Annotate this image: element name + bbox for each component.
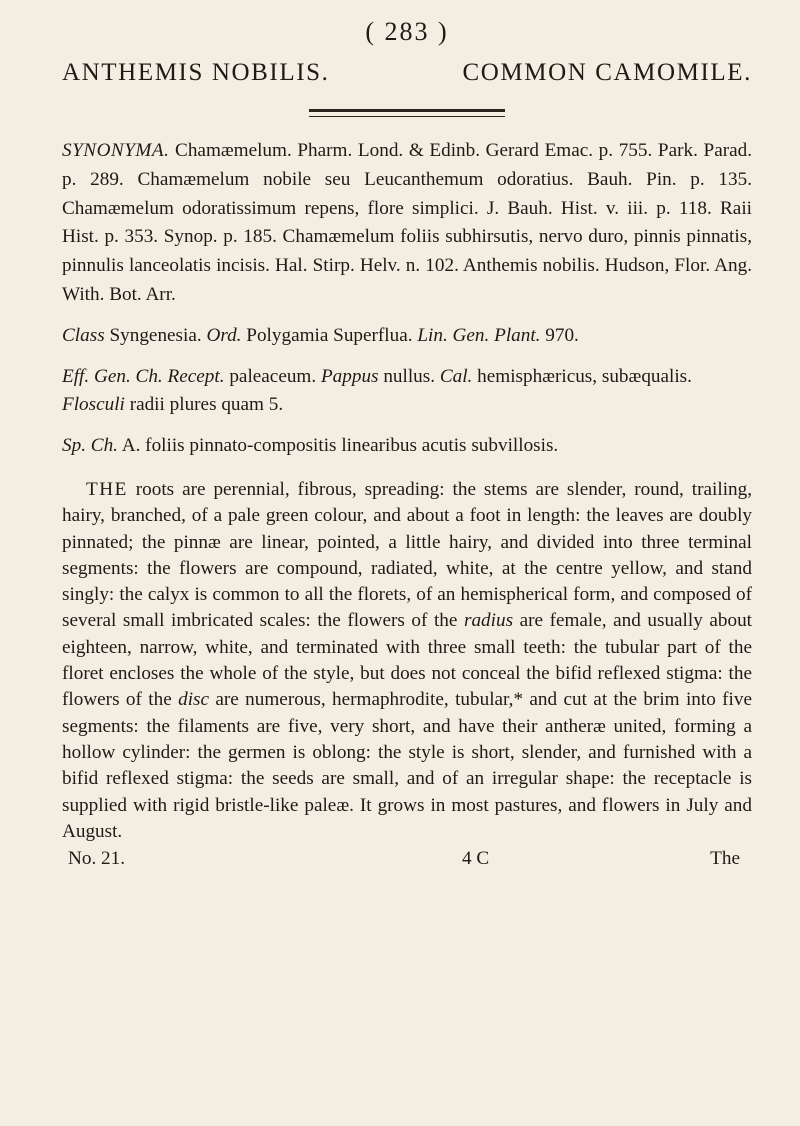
flosculi-label: Flosculi — [62, 394, 125, 416]
catchword: The — [710, 848, 740, 870]
specific-label: Sp. Ch. — [62, 435, 118, 457]
description-text-1: roots are perennial, fibrous, spreading: the stems are slender, round, trailing, hairy, branched, of a pale green colour, and about a foot in length: the leaves are doubly pinnated; the pinnæ are linear, pointed, a little hairy, and divided into three terminal segments: the flowers are compound, radiated, white, at the centre yellow, and stand singly: the calyx is common to all the florets, of an hemispherical form, and composed of several small imbricated scales: the flowers of the — [62, 478, 753, 632]
essential-character — [62, 363, 752, 421]
recept-value: paleaceum. — [229, 365, 317, 387]
synonyma-label: SYNONYMA. — [62, 140, 170, 161]
page — [62, 0, 752, 872]
latin-title: ANTHEMIS NOBILIS. — [62, 59, 330, 86]
description-text-3: are numerous, hermaphrodite, tubular,* and cut at the brim into five segments: the filaments are five, very short, and have their antheræ united, forming a hollow cylinder: the germen is oblong: the style is short, slender, and furnished with a bifid reflexed stigma: the seeds are small, and of an irregular shape: the receptacle is supplied with rigid bristle-like paleæ. It grows in most pastures, and flowers in July and August. — [62, 689, 753, 842]
class-value: Syngenesia. — [109, 324, 202, 346]
specific-text: A. foliis pinnato-compositis linearibus acutis subvillosis. — [121, 435, 559, 457]
title-divider — [309, 109, 505, 117]
issue-number: No. 21. — [68, 848, 126, 870]
essential-label: Eff. Gen. Ch. — [62, 365, 163, 387]
recept-label: Recept. — [167, 365, 225, 387]
page-footer — [62, 846, 752, 872]
pappus-value: nullus. — [383, 365, 436, 387]
page-title — [62, 58, 752, 88]
page-number: ( 283 ) — [365, 17, 449, 46]
cal-value: hemisphæricus, subæqualis. — [477, 365, 692, 387]
synonyma-text: Chamæmelum. Pharm. Lond. & Edinb. Gerard Emac. p. 755. Park. Parad. p. 289. Chamæmelum nobile seu Leucanthemum odoratius. Bauh. Pin. p. 135. Chamæmelum odoratissimum repens, flore simplici. J. Bauh. Hist. v. iii. p. 118. Raii Hist. p. 353. Synop. p. 185. Chamæmelum foliis subhirsutis, nervo duro, pinnis pinnatis, pinnulis lanceolatis incisis. Hal. Stirp. Helv. n. 102. Anthemis nobilis. Hudson, Flor. Ang. With. Bot. Arr. — [62, 140, 753, 305]
signature-mark: 4 C — [461, 848, 490, 870]
radius-term: radius — [463, 610, 514, 632]
linnaeus-ref-number: 970. — [545, 324, 579, 346]
synonyma-section — [62, 137, 752, 310]
class-label: Class — [62, 324, 105, 346]
linnaeus-ref: Lin. Gen. Plant. — [417, 324, 541, 346]
specific-character — [62, 432, 752, 461]
disc-term: disc — [178, 689, 210, 711]
classis-line — [62, 322, 752, 351]
cal-label: Cal. — [439, 365, 473, 387]
description-paragraph — [62, 477, 752, 845]
ord-label: Ord. — [206, 324, 242, 346]
description-text-2: are female, and usually about eighteen, narrow, white, and terminated with three small teeth: the tubular part of the floret encloses the whole of the style, but does not conceal the bifid reflexed stigma: the flowers of the — [62, 610, 753, 711]
ord-value: Polygamia Superflua. — [246, 324, 413, 346]
description-lead: THE — [86, 478, 128, 500]
flosculi-value: radii plures quam 5. — [129, 394, 284, 416]
english-title: COMMON CAMOMILE. — [462, 59, 752, 86]
pappus-label: Pappus — [320, 365, 379, 387]
